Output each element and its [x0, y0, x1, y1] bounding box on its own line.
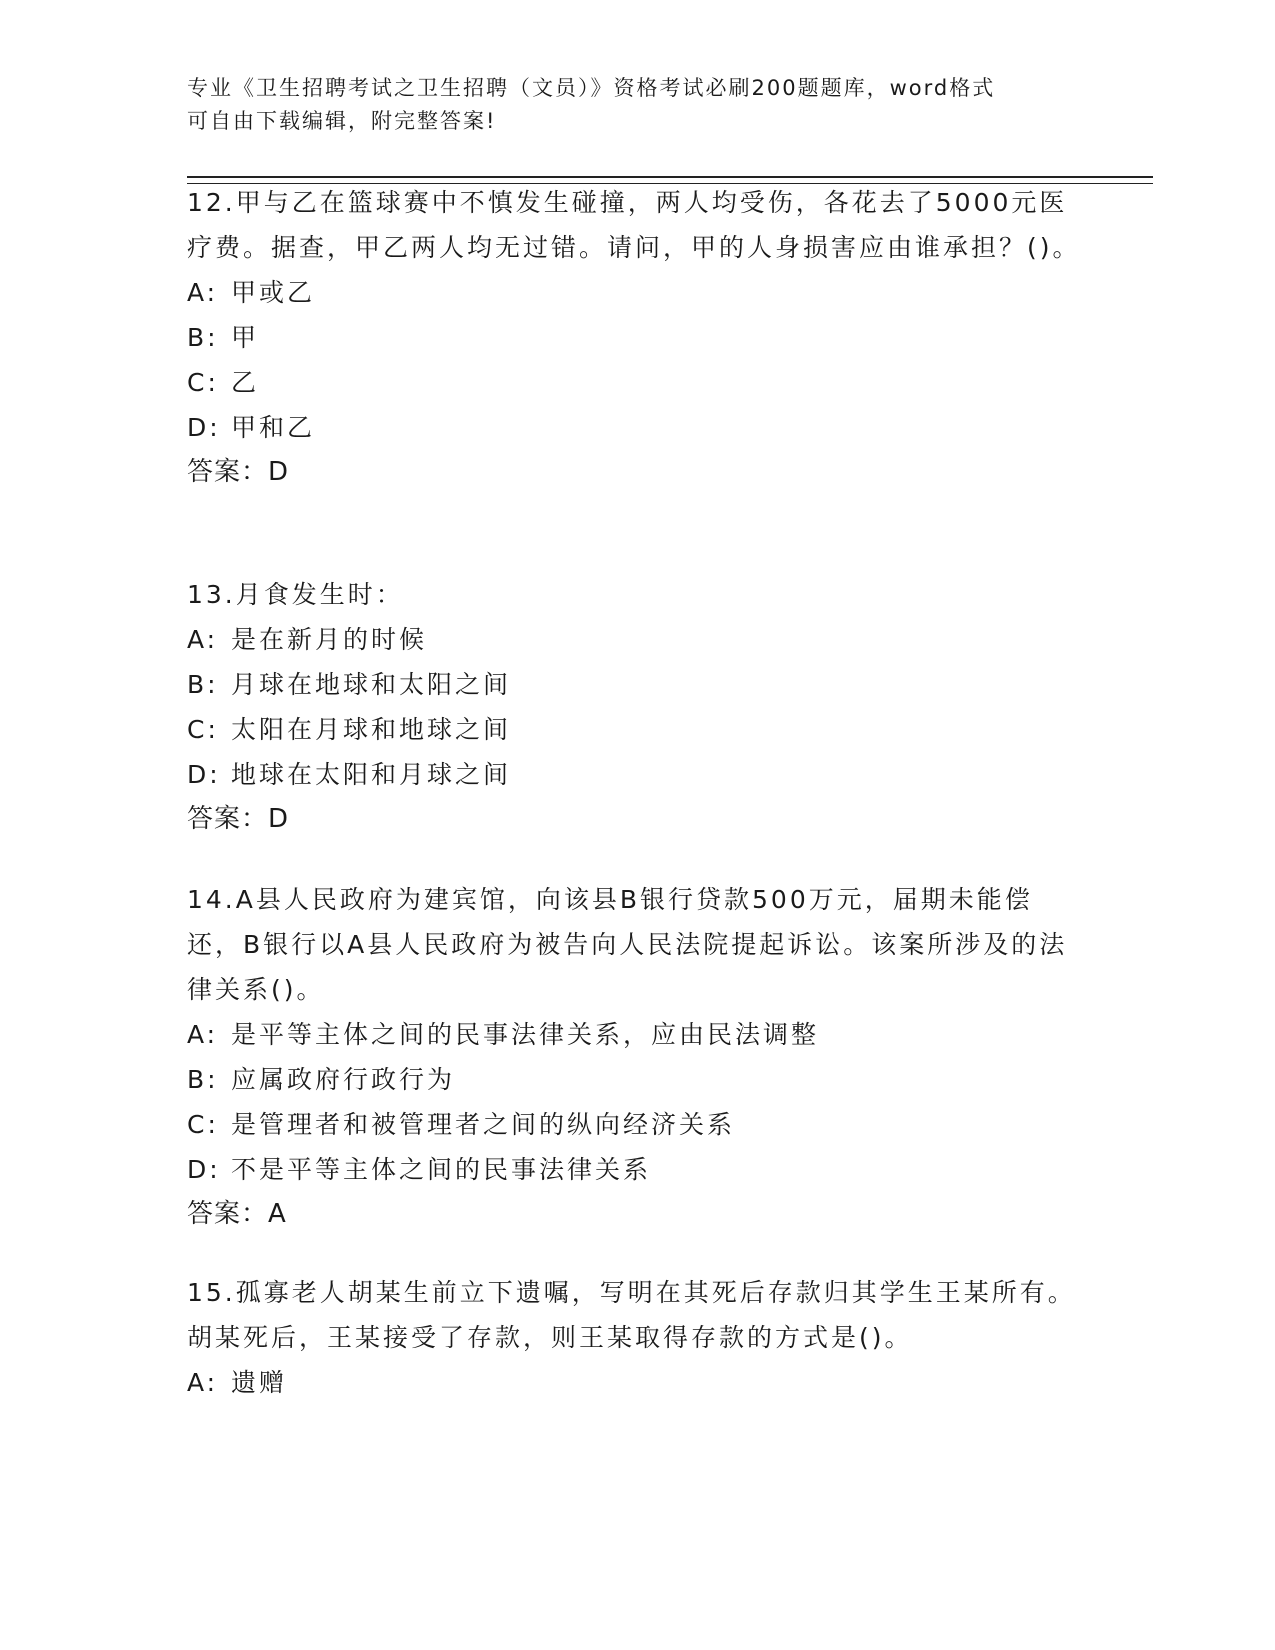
answer-line: 答案：D: [187, 457, 290, 487]
option-letter: B:: [187, 1065, 219, 1094]
option-b: [187, 1057, 1087, 1102]
option-letter: A:: [187, 625, 219, 654]
question-14: [187, 877, 1087, 1237]
option-text: 是管理者和被管理者之间的纵向经济关系: [231, 1110, 736, 1139]
option-b: [187, 315, 1087, 360]
option-text: 月球在地球和太阳之间: [231, 670, 512, 699]
question-stem: 14.A县人民政府为建宾馆，向该县B银行贷款500万元，届期未能偿还，B银行以A县人民政府为被告向人民法院提起诉讼。该案所涉及的法律关系()。: [187, 885, 1068, 1004]
question-13: [187, 572, 1087, 842]
option-letter: C:: [187, 715, 219, 744]
option-text: 是在新月的时候: [231, 625, 428, 654]
option-c: [187, 360, 1087, 405]
option-a: [187, 270, 1087, 315]
option-letter: C:: [187, 368, 219, 397]
option-text: 甲和乙: [231, 413, 316, 442]
question-stem: 15.孤寡老人胡某生前立下遗嘱，写明在其死后存款归其学生王某所有。胡某死后，王某接受了存款，则王某取得存款的方式是()。: [187, 1278, 1076, 1352]
header-line-2: 可自由下载编辑，附完整答案!: [187, 109, 497, 133]
answer-line: 答案：D: [187, 804, 290, 834]
option-d: [187, 405, 1087, 450]
option-letter: B:: [187, 670, 219, 699]
option-letter: D:: [187, 760, 221, 789]
option-text: 乙: [231, 368, 260, 397]
question-15: [187, 1270, 1087, 1405]
option-d: [187, 1147, 1087, 1192]
option-text: 太阳在月球和地球之间: [231, 715, 512, 744]
option-text: 不是平等主体之间的民事法律关系: [231, 1155, 652, 1184]
option-text: 地球在太阳和月球之间: [231, 760, 512, 789]
option-text: 应属政府行政行为: [231, 1065, 456, 1094]
option-a: [187, 1012, 1087, 1057]
option-letter: D:: [187, 1155, 221, 1184]
option-letter: A:: [187, 278, 219, 307]
option-d: [187, 752, 1087, 797]
document-header: [187, 72, 1077, 138]
option-letter: B:: [187, 323, 219, 352]
option-letter: A:: [187, 1020, 219, 1049]
option-c: [187, 707, 1087, 752]
option-a: [187, 1360, 1087, 1405]
option-letter: D:: [187, 413, 221, 442]
question-stem: 12.甲与乙在篮球赛中不慎发生碰撞，两人均受伤，各花去了5000元医疗费。据查，甲乙两人均无过错。请问，甲的人身损害应由谁承担？()。: [187, 188, 1081, 262]
question-stem: 13.月食发生时：: [187, 580, 404, 609]
option-letter: A:: [187, 1368, 219, 1397]
option-b: [187, 662, 1087, 707]
option-text: 遗赠: [231, 1368, 288, 1397]
header-divider-thick: [187, 176, 1153, 178]
question-12: [187, 180, 1087, 495]
header-line-1: 专业《卫生招聘考试之卫生招聘（文员）》资格考试必刷200题题库，word格式: [187, 76, 996, 100]
option-text: 是平等主体之间的民事法律关系，应由民法调整: [231, 1020, 820, 1049]
option-c: [187, 1102, 1087, 1147]
option-text: 甲或乙: [231, 278, 316, 307]
option-a: [187, 617, 1087, 662]
option-letter: C:: [187, 1110, 219, 1139]
answer-line: 答案：A: [187, 1199, 287, 1229]
option-text: 甲: [231, 323, 260, 352]
